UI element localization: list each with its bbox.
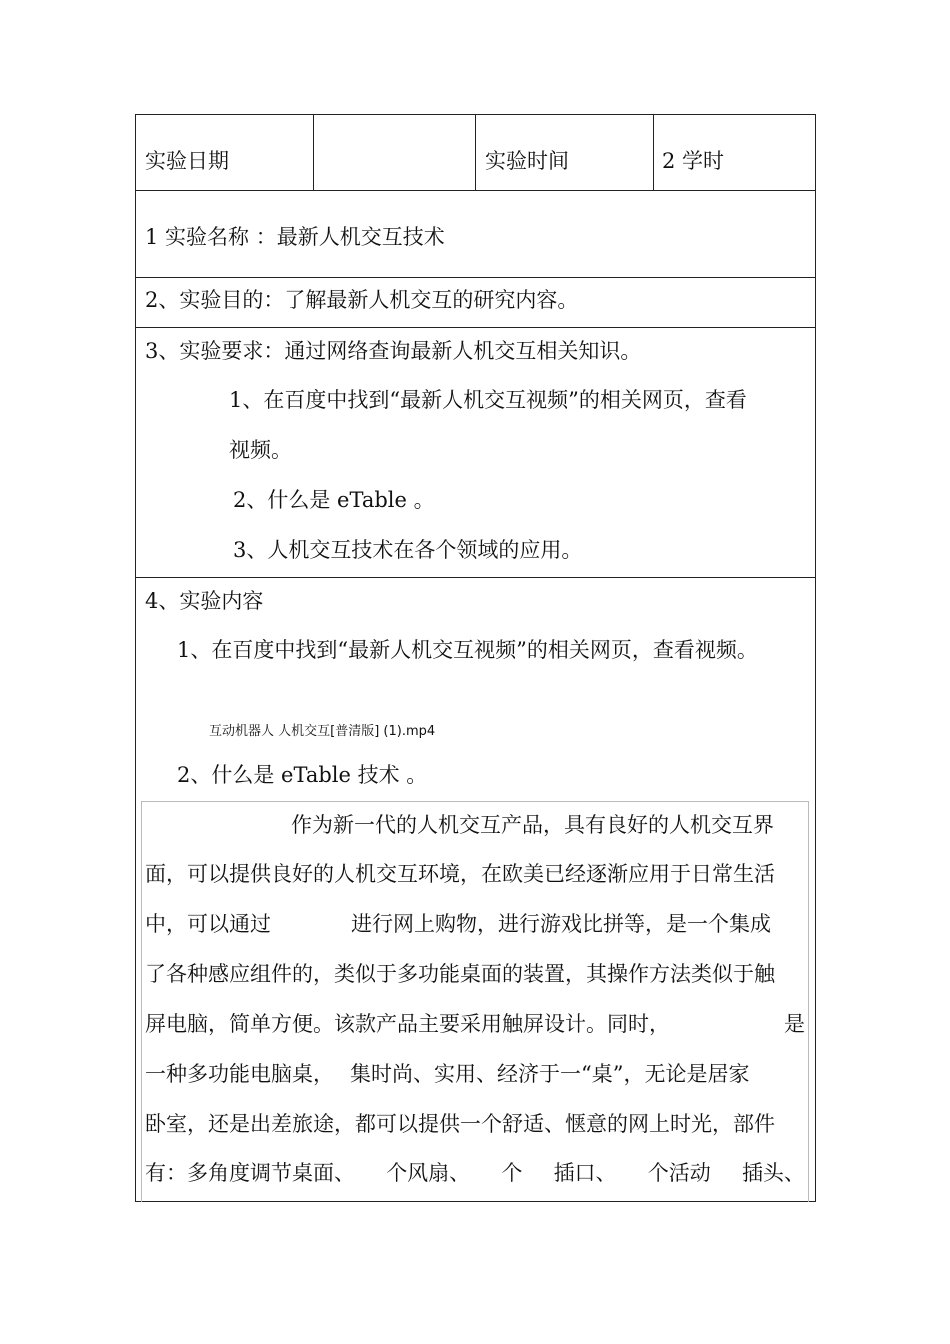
requirements-heading: 3、实验要求：通过网络查询最新人机交互相关知识。 (145, 339, 642, 363)
row-divider (135, 327, 816, 328)
article-text: 进行网上购物，进行游戏比拼等，是一个集成 (351, 912, 771, 936)
column-divider (475, 114, 476, 190)
article-line (145, 1160, 805, 1186)
article-line (145, 1011, 805, 1037)
row-divider (135, 277, 816, 278)
article-text: 个 (501, 1161, 523, 1185)
time-value: 2 学时 (662, 149, 725, 173)
time-label: 实验时间 (485, 149, 569, 173)
row-divider (135, 190, 816, 191)
requirement-item-continued: 视频。 (229, 438, 292, 462)
article-line (145, 812, 805, 838)
article-text: 中，可以通过 (145, 912, 271, 936)
article-text: 个活动 (647, 1161, 711, 1185)
article-line (145, 1061, 805, 1087)
content-step: 2、什么是 eTable 技术 。 (177, 763, 428, 787)
requirement-item: 2、什么是 eTable 。 (233, 488, 435, 512)
column-divider (313, 114, 314, 190)
experiment-purpose: 2、实验目的：了解最新人机交互的研究内容。 (145, 288, 579, 312)
column-divider (653, 114, 654, 190)
article-text: 一种多功能电脑桌， (145, 1062, 334, 1086)
article-text: 屏电脑，简单方便。该款产品主要采用触屏设计。同时， (145, 1012, 670, 1036)
row-divider (135, 577, 816, 578)
date-label: 实验日期 (145, 149, 229, 173)
article-text: 是 (784, 1012, 805, 1036)
article-line: 面，可以提供良好的人机交互环境，在欧美已经逐渐应用于日常生活 (145, 862, 775, 886)
article-text: 插口、 (553, 1161, 617, 1185)
article-text: 插头、 (741, 1161, 805, 1185)
content-step: 1、在百度中找到“最新人机交互视频”的相关网页，查看视频。 (177, 638, 758, 662)
requirement-item: 3、人机交互技术在各个领域的应用。 (233, 538, 583, 562)
article-line (145, 911, 805, 937)
article-text: 个风扇、 (386, 1161, 471, 1185)
article-line: 卧室，还是出差旅途，都可以提供一个舒适、惬意的网上时光，部件 (145, 1112, 775, 1136)
experiment-name: 1 实验名称 ：最新人机交互技术 (145, 225, 445, 249)
article-text: 有：多角度调节桌面、 (145, 1161, 355, 1185)
video-file-link[interactable]: 互动机器人 人机交互[普清版] (1).mp4 (209, 724, 436, 739)
article-text: 集时尚、实用、经济于一“桌”，无论是居家 (350, 1062, 750, 1086)
article-text: 作为新一代的人机交互产品，具有良好的人机交互界 (291, 813, 774, 837)
article-line: 了各种感应组件的，类似于多功能桌面的装置，其操作方法类似于触 (145, 962, 775, 986)
content-heading: 4、实验内容 (145, 589, 264, 613)
requirement-item: 1、在百度中找到“最新人机交互视频”的相关网页，查看 (229, 388, 747, 412)
